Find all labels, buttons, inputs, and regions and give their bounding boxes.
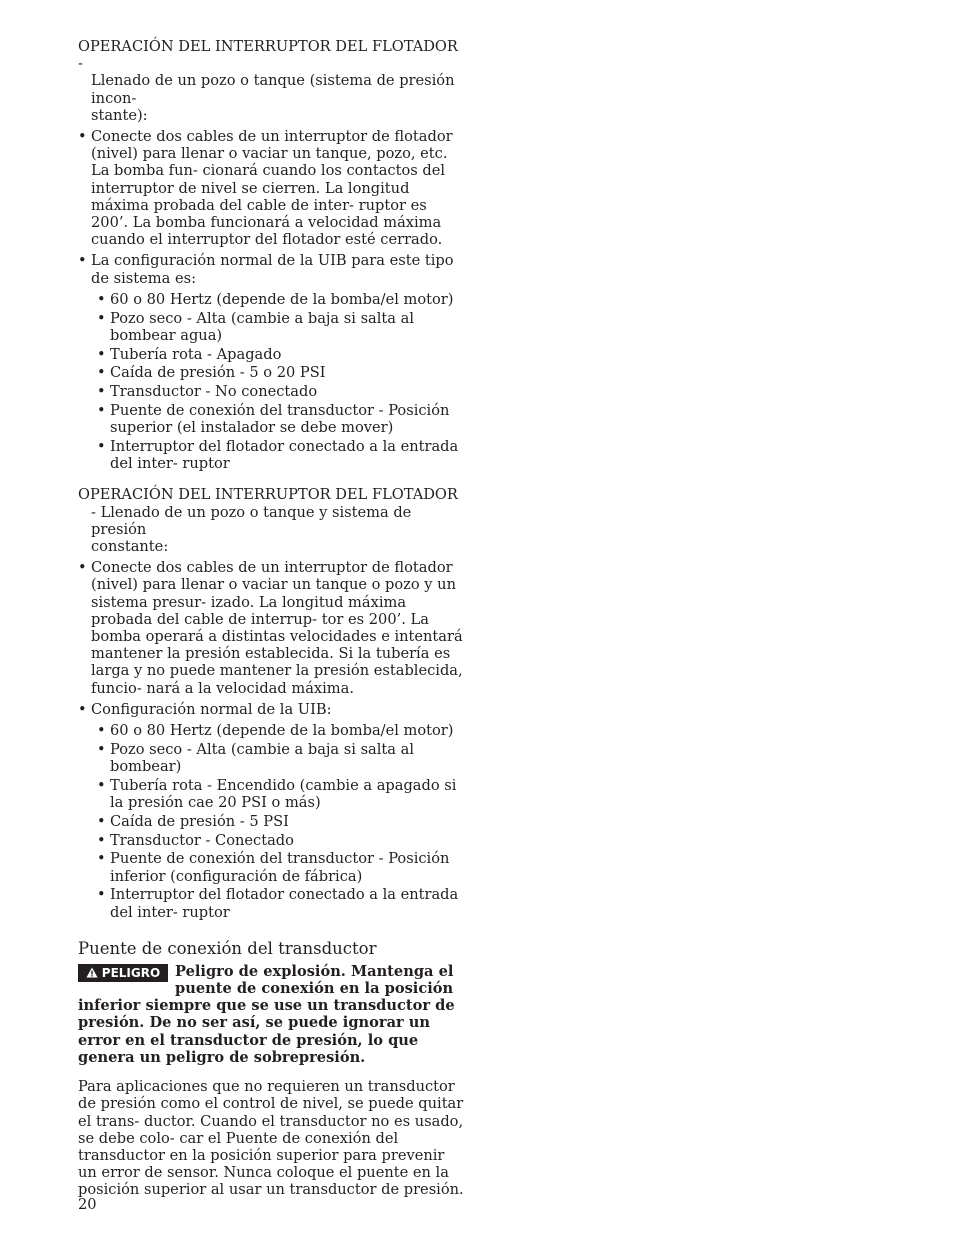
bullet-normal-configuration: • Configuración normal de la UIB: xyxy=(78,701,464,718)
page-number: 20 xyxy=(78,1196,97,1213)
transducer-removal-paragraph: Para aplicaciones que no requieren un transductor de presión como el control de nivel, se puede quitar el trans- ductor. Cuando el transductor no es usado, se debe colo- car el Puente de conexión del transductor en la posición superior para prevenir un error de sensor. Nunca coloque el puente en la posición superior al usar un transductor de presión. xyxy=(78,1078,464,1199)
warning-triangle-icon xyxy=(86,967,98,978)
section-heading-line-1: OPERACIÓN DEL INTERRUPTOR DEL FLOTADOR xyxy=(78,486,458,504)
section-heading-line-2: Llenado de un pozo o tanque (sistema de presión incon- xyxy=(91,72,455,107)
bullet-connect-float-switch: • Conecte dos cables de un interruptor de flotador (nivel) para llenar o vaciar un tanque, pozo, etc. La bomba fun- cionará cuando los contactos del interruptor de nivel se cierren. La longitud máxima probada del cable de inter- ruptor es 200’. La bomba funcionará a velocidad máxima cuando el interruptor del flotador esté cerrado. xyxy=(78,128,464,248)
main-column xyxy=(78,38,464,1199)
list-item: • Transductor - No conectado xyxy=(97,383,464,400)
section-title-transducer-jumper: Puente de conexión del transductor xyxy=(78,938,377,958)
list-item: • 60 o 80 Hertz (depende de la bomba/el motor) xyxy=(97,722,464,739)
list-item: • Puente de conexión del transductor - Posición inferior (configuración de fábrica) xyxy=(97,850,464,884)
list-item: • Tubería rota - Apagado xyxy=(97,346,464,363)
list-item: • Pozo seco - Alta (cambie a baja si salta al bombear) xyxy=(97,741,464,775)
list-item: • Caída de presión - 5 PSI xyxy=(97,813,464,830)
configuration-list xyxy=(97,291,464,473)
section-float-switch-constant-heading xyxy=(78,486,464,555)
section-heading-line-1: OPERACIÓN DEL INTERRUPTOR DEL FLOTADOR - xyxy=(78,38,458,73)
danger-warning-text: Peligro de explosión. Mantenga el puente de conexión en la posición inferior siempre que se use un transductor de presión. De no ser así, se puede ignorar un error en el transductor de presión, lo que genera un peligro de sobrepresión. xyxy=(78,962,455,1066)
danger-warning xyxy=(78,963,464,1066)
list-item: • Tubería rota - Encendido (cambie a apagado si la presión cae 20 PSI o más) xyxy=(97,777,464,811)
list-item: • Interruptor del flotador conectado a la entrada del inter- ruptor xyxy=(97,438,464,472)
section-heading-line-3: constante: xyxy=(91,538,169,556)
list-item: • 60 o 80 Hertz (depende de la bomba/el motor) xyxy=(97,291,464,308)
section-float-switch-fill-heading xyxy=(78,38,464,124)
list-item: • Transductor - Conectado xyxy=(97,832,464,849)
section-heading-line-3: stante): xyxy=(91,106,148,124)
list-item: • Pozo seco - Alta (cambie a baja si salta al bombear agua) xyxy=(97,310,464,344)
bullet-connect-float-switch: • Conecte dos cables de un interruptor de flotador (nivel) para llenar o vaciar un tanque o pozo y un sistema presur- izado. La longitud máxima probada del cable de interrup- tor es 200’. La bomba operará a distintas velocidades e intentará mantener la presión establecida. Si la tubería es larga y no puede mantener la presión establecida, funcio- nará a la velocidad máxima. xyxy=(78,559,464,697)
configuration-list xyxy=(97,722,464,921)
danger-badge-label: PELIGRO xyxy=(101,965,161,980)
bullet-normal-configuration: • La configuración normal de la UIB para este tipo de sistema es: xyxy=(78,252,464,286)
list-item: • Puente de conexión del transductor - Posición superior (el instalador se debe mover) xyxy=(97,402,464,436)
danger-badge xyxy=(78,964,168,982)
section-heading-line-2: - Llenado de un pozo o tanque y sistema de presión xyxy=(91,503,412,538)
list-item: • Caída de presión - 5 o 20 PSI xyxy=(97,364,464,381)
list-item: • Interruptor del flotador conectado a la entrada del inter- ruptor xyxy=(97,886,464,920)
